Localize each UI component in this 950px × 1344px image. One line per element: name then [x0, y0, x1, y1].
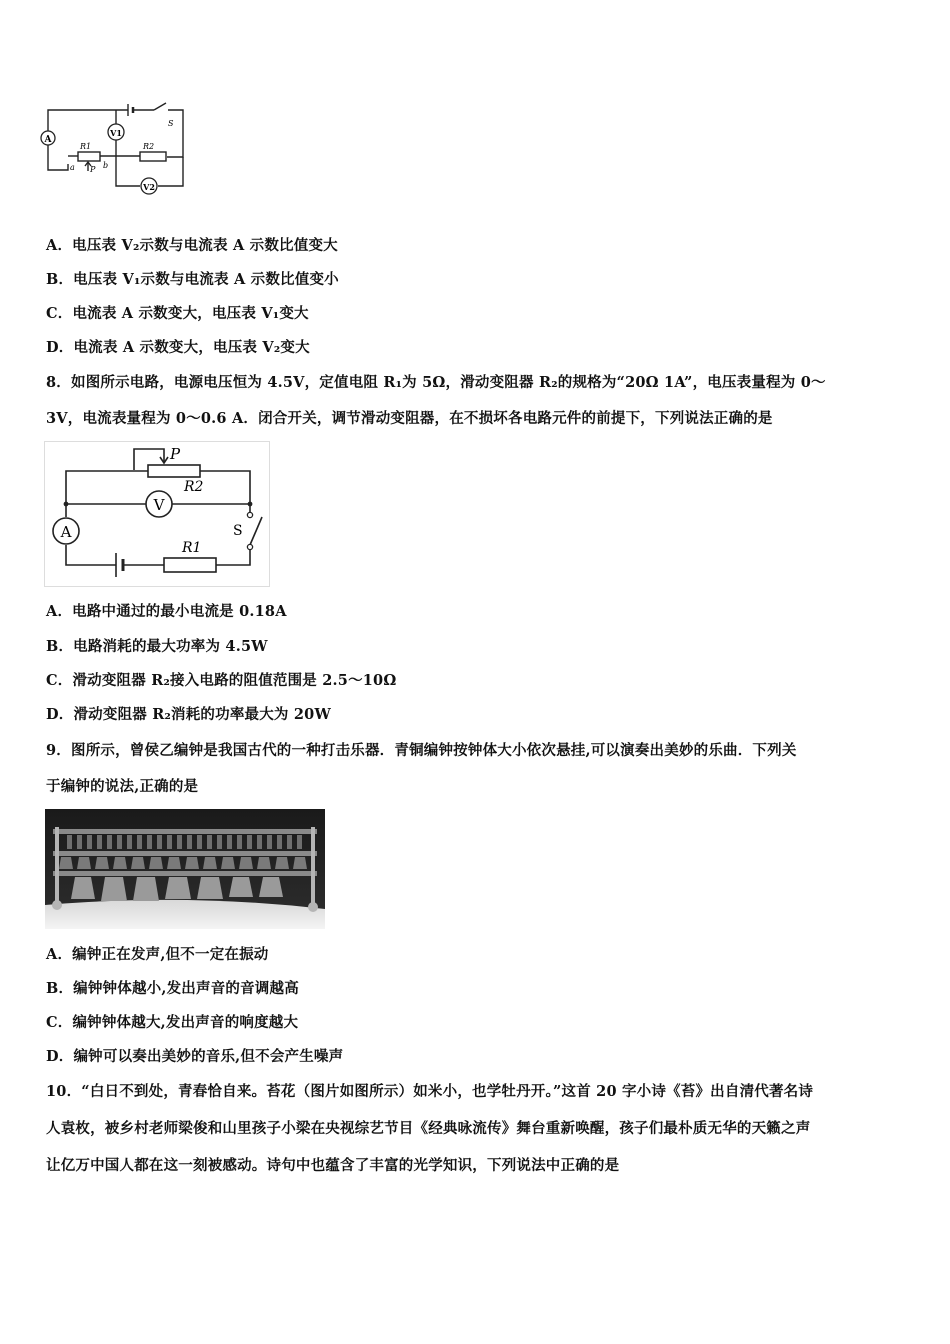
- q7-option-b: B．电压表 V₁示数与电流表 A 示数比值变小: [46, 271, 339, 288]
- q8-circuit-diagram: [44, 441, 270, 587]
- q7-option-a: A．电压表 V₂示数与电流表 A 示数比值变大: [46, 237, 338, 254]
- q7-option-d: D．电流表 A 示数变大，电压表 V₂变大: [46, 339, 310, 356]
- q7-ammeter-label: A: [44, 135, 52, 145]
- q8-ammeter-label: A: [60, 523, 72, 541]
- q7-voltmeter2-label: V2: [143, 182, 155, 192]
- q8-circuit-figure: [44, 441, 270, 587]
- q7-r2-label: R2: [143, 142, 155, 151]
- bianzhong-photo: [45, 809, 325, 929]
- q8-stem-line1: 8．如图所示电路，电源电压恒为 4.5V，定值电阻 R₁为 5Ω，滑动变阻器 R₂的规格为“20Ω 1A”，电压表量程为 0～: [46, 374, 826, 391]
- q7-circuit-figure: [40, 98, 190, 198]
- q9-option-b: B．编钟钟体越小,发出声音的音调越高: [46, 980, 299, 997]
- q8-r2-label: R2: [184, 479, 204, 495]
- bianzhong-image: [45, 809, 325, 929]
- q8-option-c: C．滑动变阻器 R₂接入电路的阻值范围是 2.5～10Ω: [46, 672, 397, 689]
- q7-b-label: b: [103, 161, 109, 170]
- q7-p-label: P: [90, 165, 96, 174]
- q9-option-d: D．编钟可以奏出美妙的音乐,但不会产生噪声: [46, 1048, 344, 1065]
- q10-stem-line2: 人袁枚，被乡村老师梁俊和山里孩子小梁在央视综艺节目《经典咏流传》舞台重新唤醒，孩子们最朴质无华的天籁之声: [46, 1120, 811, 1137]
- q10-stem-line3: 让亿万中国人都在这一刻被感动。诗句中也蕴含了丰富的光学知识，下列说法中正确的是: [46, 1157, 620, 1174]
- q10-stem-line1: 10．“白日不到处，青春恰自来。苔花（图片如图所示）如米小，也学牡丹开。”这首 20 字小诗《苔》出自清代著名诗: [46, 1083, 814, 1100]
- q8-stem-line2: 3V，电流表量程为 0～0.6 A．闭合开关，调节滑动变阻器，在不损坏各电路元件的前提下，下列说法正确的是: [46, 410, 773, 427]
- q7-r1-label: R1: [80, 142, 92, 151]
- q7-circuit-diagram: [40, 98, 190, 198]
- q7-a-label: a: [70, 163, 75, 172]
- q8-option-b: B．电路消耗的最大功率为 4.5W: [46, 638, 268, 655]
- q7-option-c: C．电流表 A 示数变大，电压表 V₁变大: [46, 305, 309, 322]
- q8-option-a: A．电路中通过的最小电流是 0.18A: [46, 603, 287, 620]
- q9-option-a: A．编钟正在发声,但不一定在振动: [46, 946, 269, 963]
- q8-option-d: D．滑动变阻器 R₂消耗的功率最大为 20W: [46, 706, 331, 723]
- q9-stem-line2: 于编钟的说法,正确的是: [46, 778, 199, 795]
- q8-voltmeter-label: V: [153, 496, 165, 514]
- q8-r1-label: R1: [182, 540, 202, 556]
- q7-voltmeter1-label: V1: [110, 128, 122, 138]
- q7-switch-label: S: [168, 119, 174, 128]
- q8-p-label: P: [170, 445, 181, 463]
- q8-switch-label: S: [233, 523, 243, 539]
- q9-stem-line1: 9．图所示，曾侯乙编钟是我国古代的一种打击乐器．青铜编钟按钟体大小依次悬挂,可以演奏出美妙的乐曲．下列关: [46, 742, 797, 759]
- q9-option-c: C．编钟钟体越大,发出声音的响度越大: [46, 1014, 299, 1031]
